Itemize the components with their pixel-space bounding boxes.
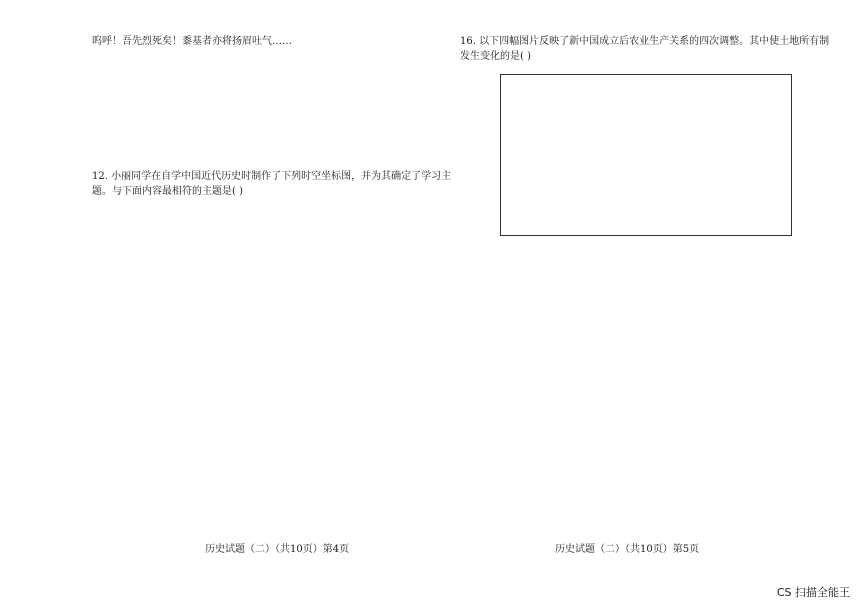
- right-column: [460, 34, 830, 64]
- top-quote: 呜呼！吾先烈死矣！黍基者亦将扬眉吐气……: [92, 36, 292, 47]
- photo-grid: [500, 74, 792, 236]
- q12: 12. 小丽同学在自学中国近代历史时制作了下列时空坐标图，并为其确定了学习主题。与下面内容最相符的主题是( ): [92, 171, 452, 197]
- footer-left: 历史试题（二）（共10页）第4页: [205, 544, 350, 555]
- footer-right: 历史试题（二）（共10页）第5页: [555, 544, 700, 555]
- left-column: [92, 34, 462, 199]
- watermark: CS 扫描全能王: [776, 586, 850, 599]
- q16: 16. 以下四幅图片反映了新中国成立后农业生产关系的四次调整。其中使土地所有制发生变化的是( ): [460, 36, 830, 62]
